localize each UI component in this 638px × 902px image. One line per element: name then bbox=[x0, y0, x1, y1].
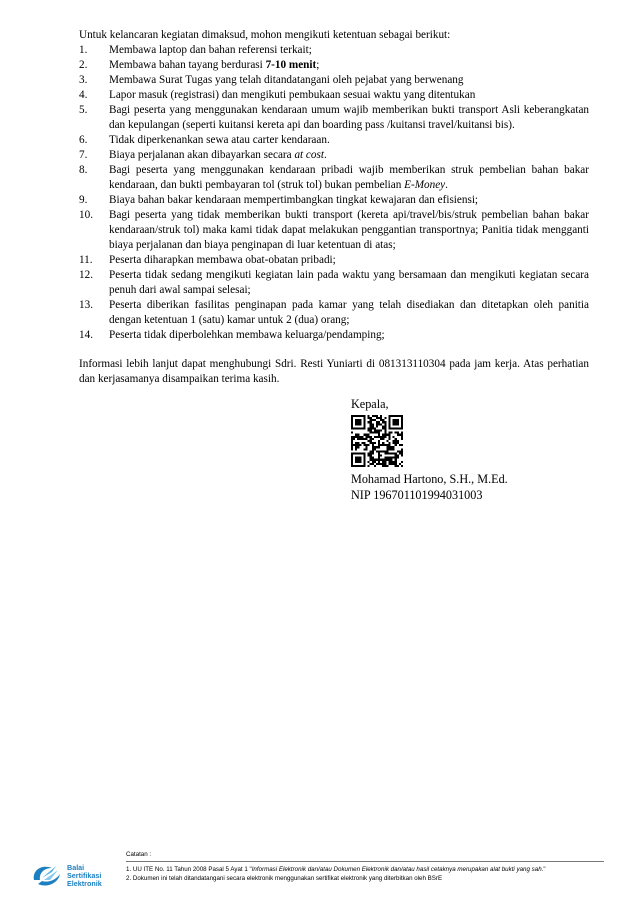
list-item-number: 10. bbox=[79, 209, 93, 221]
list-item-number: 3. bbox=[79, 74, 88, 86]
list-item-text: Peserta tidak diperbolehkan membawa keluarga/pendamping; bbox=[109, 329, 385, 341]
list-item-text: Bagi peserta yang tidak memberikan bukti transport (kereta api/travel/bis/struk pembelian bahan bakar kendaraan/struk tol) maka kami tidak dapat melakukan penggantian transportnya; Panitia tidak mengganti biaya perjalanan dan biaya penginapan di luar ketentuan di atas; bbox=[109, 209, 589, 251]
list-item bbox=[79, 73, 589, 88]
footer-notes bbox=[126, 850, 604, 883]
list-item bbox=[79, 133, 589, 148]
logo-text: Balai Sertifikasi Elektronik bbox=[67, 863, 102, 888]
qr-code-icon bbox=[351, 415, 403, 467]
list-item bbox=[79, 43, 589, 58]
bsre-logo bbox=[30, 860, 122, 892]
list-item bbox=[79, 148, 589, 163]
list-item-text: Bagi peserta yang menggunakan kendaraan pribadi wajib memberikan struk pembelian bahan bakar kendaraan, dan bukti pembayaran tol (struk tol) bukan pembelian E-Money. bbox=[109, 164, 589, 191]
list-item-number: 2. bbox=[79, 59, 88, 71]
list-item-text: Peserta diharapkan membawa obat-obatan pribadi; bbox=[109, 254, 336, 266]
signer-name: Mohamad Hartono, S.H., M.Ed. bbox=[351, 472, 508, 486]
list-item-text: Tidak diperkenankan sewa atau carter kendaraan. bbox=[109, 134, 330, 146]
list-item-number: 12. bbox=[79, 269, 93, 281]
list-item bbox=[79, 268, 589, 298]
list-item-number: 9. bbox=[79, 194, 88, 206]
list-item bbox=[79, 103, 589, 133]
signer-nip: NIP 196701101994031003 bbox=[351, 488, 483, 502]
footer bbox=[30, 850, 605, 898]
signature-block bbox=[351, 396, 508, 503]
list-item bbox=[79, 88, 589, 103]
list-item bbox=[79, 193, 589, 208]
list-item-number: 8. bbox=[79, 164, 88, 176]
list-item bbox=[79, 208, 589, 253]
list-item-number: 5. bbox=[79, 104, 88, 116]
list-item bbox=[79, 253, 589, 268]
list-item bbox=[79, 58, 589, 73]
intro-text: Untuk kelancaran kegiatan dimaksud, mohon mengikuti ketentuan sebagai berikut: bbox=[79, 29, 451, 41]
list-item bbox=[79, 298, 589, 328]
notes-label: Catatan : bbox=[126, 851, 152, 858]
list-item bbox=[79, 163, 589, 193]
signer-title: Kepala, bbox=[351, 397, 389, 411]
list-item-text: Membawa laptop dan bahan referensi terkait; bbox=[109, 44, 312, 56]
list-item bbox=[79, 328, 589, 343]
list-item-text: Peserta tidak sedang mengikuti kegiatan lain pada waktu yang bersamaan dan mengikuti kegiatan secara penuh dari awal sampai selesai; bbox=[109, 269, 589, 296]
list-item-text: Biaya perjalanan akan dibayarkan secara at cost. bbox=[109, 149, 327, 161]
list-item-number: 14. bbox=[79, 329, 93, 341]
list-item-text: Membawa Surat Tugas yang telah ditandatangani oleh pejabat yang berwenang bbox=[109, 74, 464, 86]
list-item-number: 13. bbox=[79, 299, 93, 311]
closing-paragraph: Informasi lebih lanjut dapat menghubungi Sdri. Resti Yuniarti di 081313110304 pada jam kerja. Atas perhatian dan kerjasamanya disampaikan terima kasih. bbox=[79, 358, 589, 385]
list-item-text: Membawa bahan tayang berdurasi 7-10 menit; bbox=[109, 59, 320, 71]
list-item-number: 1. bbox=[79, 44, 88, 56]
list-item-number: 11. bbox=[79, 254, 93, 266]
note-2: 2. Dokumen ini telah ditandatangani secara elektronik menggunakan sertifikat elektronik yang diterbitkan oleh BSrE bbox=[126, 875, 443, 882]
bsre-emblem-icon bbox=[30, 860, 64, 892]
list-item-text: Biaya bahan bakar kendaraan mempertimbangkan tingkat kewajaran dan efisiensi; bbox=[109, 194, 479, 206]
footer-divider bbox=[126, 861, 604, 862]
list-item-text: Peserta diberikan fasilitas penginapan pada kamar yang telah disediakan dan ditetapkan oleh panitia dengan ketentuan 1 (satu) kamar untuk 2 (dua) orang; bbox=[109, 299, 589, 326]
list-item-text: Lapor masuk (registrasi) dan mengikuti pembukaan sesuai waktu yang ditentukan bbox=[109, 89, 476, 101]
list-item-number: 4. bbox=[79, 89, 88, 101]
note-1: 1. UU ITE No. 11 Tahun 2008 Pasal 5 Ayat 1 "Informasi Elektronik dan/atau Dokumen Elektronik dan/atau hasil cetaknya merupakan alat bukti yang sah." bbox=[126, 866, 546, 873]
list-item-number: 7. bbox=[79, 149, 88, 161]
letter-body bbox=[79, 28, 589, 398]
requirements-list bbox=[79, 43, 589, 343]
list-item-text: Bagi peserta yang menggunakan kendaraan umum wajib memberikan bukti transport Asli keberangkatan dan kepulangan (seperti kuitansi kereta api dan boarding pass /kuitansi travel/kuitansi bis). bbox=[109, 104, 589, 131]
list-item-number: 6. bbox=[79, 134, 88, 146]
